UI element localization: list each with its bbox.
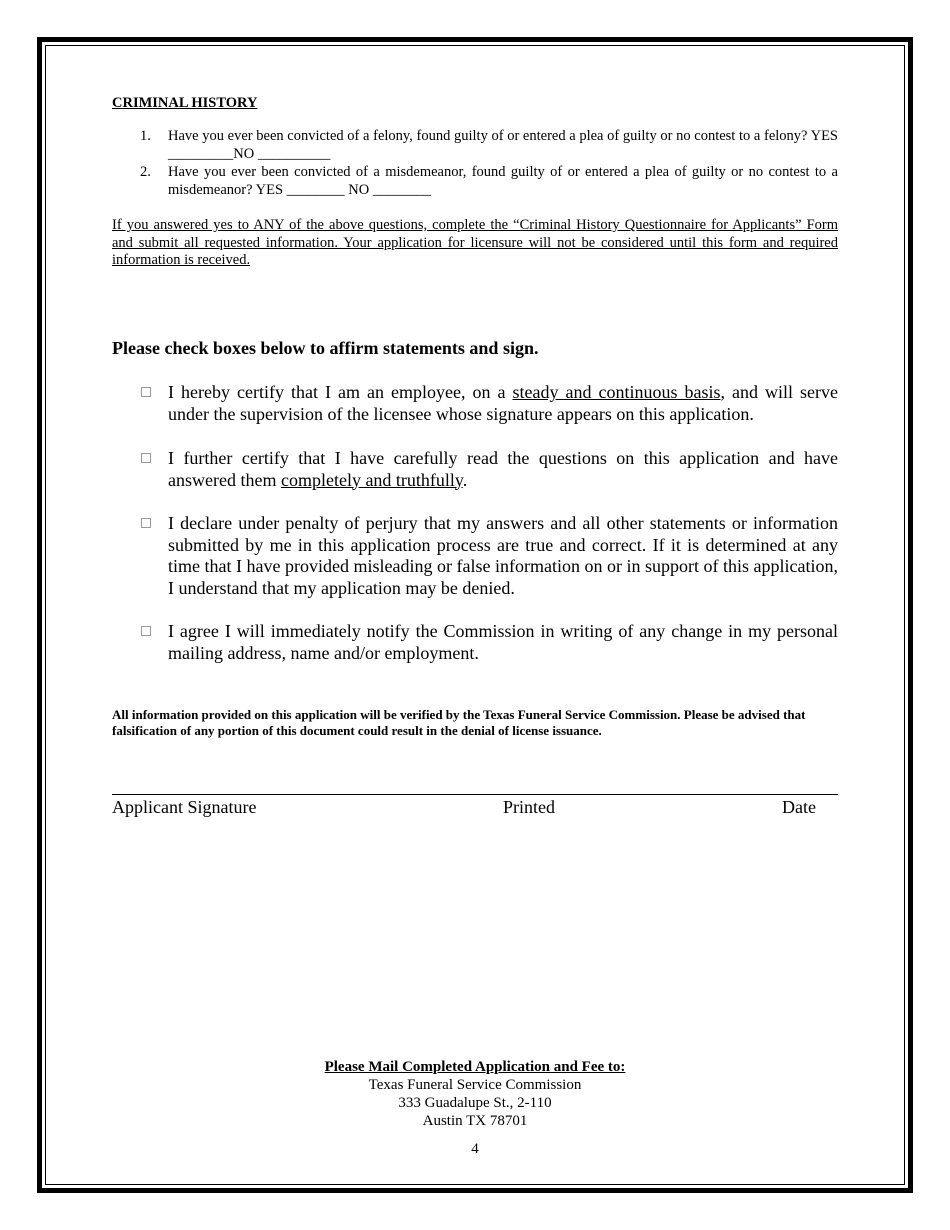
mailing-line-3: Austin TX 78701: [422, 1113, 528, 1129]
question-text: Have you ever been convicted of a misdemeanor, found guilty of or entered a plea of guilty or no contest to a misdemeanor? YES ________ NO ________: [168, 164, 838, 198]
date-label: Date: [782, 797, 816, 817]
mailing-line-2: 333 Guadalupe St., 2-110: [398, 1095, 552, 1111]
affirm-heading: Please check boxes below to affirm statements and sign.: [112, 338, 539, 358]
affirm-checkbox[interactable]: [141, 453, 151, 463]
affirm-item-employee: [112, 382, 838, 425]
signature-line[interactable]: [112, 794, 838, 795]
page-number: 4: [471, 1141, 479, 1157]
affirm-checkbox[interactable]: [141, 626, 151, 636]
affirm-text: [168, 448, 838, 491]
affirm-text-underlined: steady and continuous basis: [512, 382, 721, 402]
question-number: 1.: [140, 128, 151, 144]
criminal-history-title: CRIMINAL HISTORY: [112, 95, 258, 111]
affirm-item-read-questions: [112, 448, 838, 491]
mailing-line-1: Texas Funeral Service Commission: [368, 1077, 582, 1093]
mailing-title: Please Mail Completed Application and Fee to:: [324, 1059, 626, 1075]
affirm-text-pre: I further certify that I have carefully read the questions on this application and have answered them: [168, 448, 838, 490]
affirm-item-perjury: [112, 513, 838, 599]
affirm-text: [168, 382, 838, 425]
affirm-checkbox[interactable]: [141, 387, 151, 397]
affirm-text-underlined: completely and truthfully: [280, 469, 463, 490]
verification-warning: All information provided on this application will be verified by the Texas Funeral Service Commission. Please be advised that falsification of any portion of this document could result in the denial of license issuance.: [112, 707, 806, 738]
criminal-history-notice: If you answered yes to ANY of the above questions, complete the “Criminal History Questionnaire for Applicants” Form and submit all requested information. Your application for licensure will not be considered until this form and required information is received.: [112, 217, 838, 268]
question-2: [112, 164, 838, 199]
affirm-item-notify: [112, 621, 838, 664]
printed-label: Printed: [503, 797, 555, 817]
affirm-text-post: .: [462, 469, 468, 490]
affirm-text: I declare under penalty of perjury that my answers and all other statements or information submitted by me in this application process are true and correct. If it is determined at any time that I have provided misleading or false information on or in support of this application, I understand that my application may be denied.: [168, 513, 838, 598]
mailing-address-block: [112, 1058, 838, 1130]
question-1: [112, 128, 838, 163]
affirm-text-pre: I hereby certify that I am an employee, on a: [168, 382, 513, 402]
affirm-text-post: , and will serve under the supervision of the licensee whose signature appears on this application.: [168, 382, 839, 424]
page-border-inner: [45, 45, 905, 1185]
question-number: 2.: [140, 164, 151, 180]
affirm-checkbox[interactable]: [141, 518, 151, 528]
applicant-signature-label: Applicant Signature: [112, 797, 257, 817]
question-text: Have you ever been convicted of a felony, found guilty of or entered a plea of guilty or no contest to a felony? YES _________NO __________: [168, 128, 838, 162]
affirm-text: I agree I will immediately notify the Commission in writing of any change in my personal mailing address, name and/or employment.: [168, 621, 838, 663]
